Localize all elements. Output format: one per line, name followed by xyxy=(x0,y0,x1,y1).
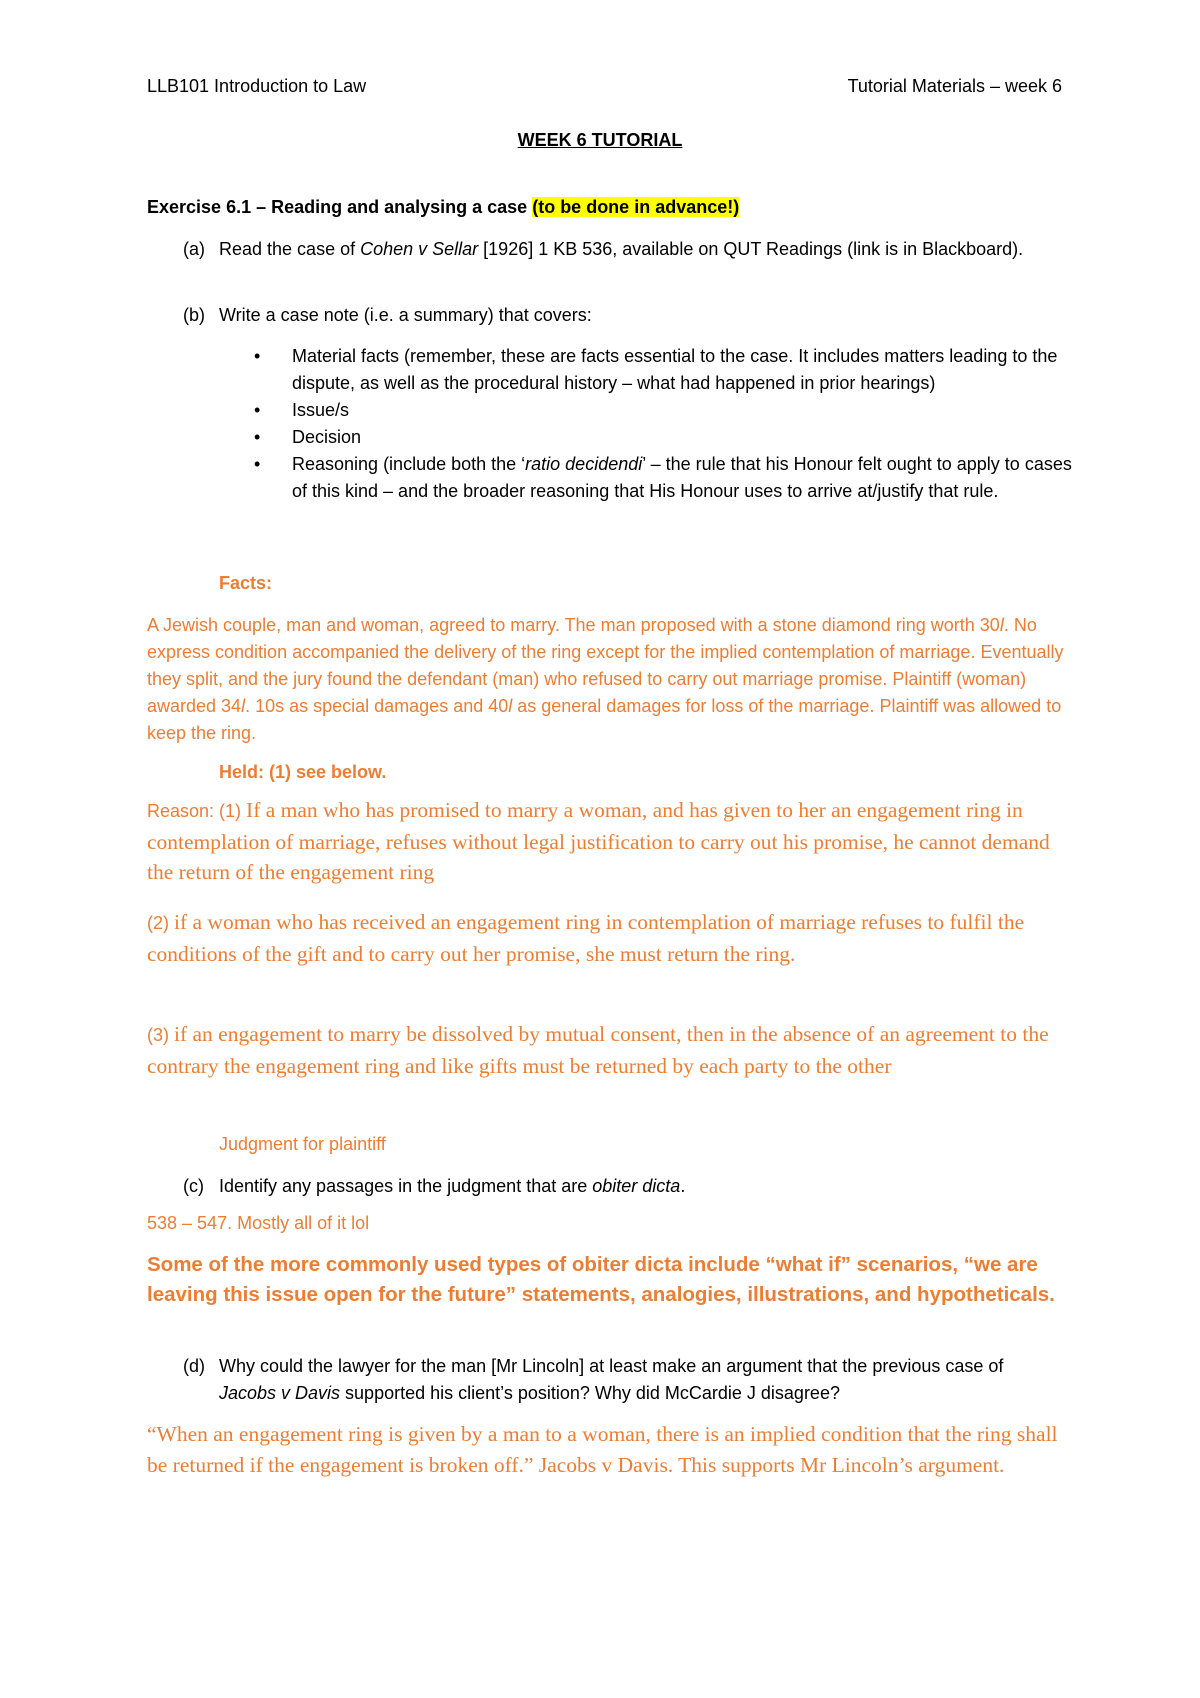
header-course: LLB101 Introduction to Law xyxy=(147,76,367,96)
question-d-case: Jacobs v Davis xyxy=(219,1383,341,1403)
bullet-reasoning-ratio: ratio decidendi xyxy=(525,454,643,474)
question-a xyxy=(183,236,1063,263)
facts-text-3: . 10s as special damages and 40 xyxy=(245,696,509,716)
question-b-text: Write a case note (i.e. a summary) that covers: xyxy=(219,305,592,325)
reason-2-number: (2) xyxy=(147,913,174,933)
question-d-label: (d) xyxy=(183,1356,205,1376)
answer-d-quote: “When an engagement ring is given by a man to a woman, there is an implied condition that the ring shall be returned if the engagement is broken off.” Jacobs v Davis. This supports Mr Lincoln’s argument. xyxy=(147,1422,1058,1477)
question-a-case: Cohen v Sellar xyxy=(360,239,479,259)
page-title: WEEK 6 TUTORIAL xyxy=(517,130,683,150)
answer-c-obiter: Some of the more commonly used types of obiter dicta include “what if” scenarios, “we are leaving this issue open for the future” statements, analogies, illustrations, and hypotheticals. xyxy=(147,1253,1055,1306)
bullet-reasoning xyxy=(254,451,1074,505)
facts-currency-2: l xyxy=(241,696,246,716)
question-c-pre: Identify any passages in the judgment that are xyxy=(219,1176,593,1196)
facts-text-1: A Jewish couple, man and woman, agreed to marry. The man proposed with a stone diamond ring worth 30 xyxy=(147,615,1000,635)
facts-text-2: . No express condition accompanied the delivery of the ring except for the implied contemplation of marriage. Eventually they split, and the jury found the defendant (man) who refused to carry out marriage promise. Plaintiff (woman) awarded 34 xyxy=(147,615,1064,716)
facts-label: Facts: xyxy=(219,573,273,593)
reason-label: Reason: (1) xyxy=(147,801,247,821)
bullet-issues xyxy=(254,397,1074,424)
bullet-issues-text: Issue/s xyxy=(292,400,350,420)
reason-3-text: if an engagement to marry be dissolved by mutual consent, then in the absence of an agreement to the contrary the engagement ring and like gifts must be returned by each party to the other xyxy=(147,1022,1049,1078)
reason-2 xyxy=(147,907,1067,969)
case-note-bullet-list xyxy=(254,343,1074,505)
question-d-post: supported his client’s position? Why did McCardie J disagree? xyxy=(340,1383,840,1403)
reason-1 xyxy=(147,795,1067,888)
reason-1-text: If a man who has promised to marry a woman, and has given to her an engagement ring in contemplation of marriage, refuses without legal justification to carry out his promise, he cannot demand the return of the engagement ring xyxy=(147,798,1050,884)
question-c-label: (c) xyxy=(183,1176,204,1196)
bullet-reasoning-pre: Reasoning (include both the ‘ xyxy=(292,454,526,474)
bullet-icon: • xyxy=(254,346,261,366)
bullet-icon: • xyxy=(254,454,261,474)
bullet-icon: • xyxy=(254,400,261,420)
bullet-decision xyxy=(254,424,1074,451)
exercise-heading-text: Exercise 6.1 – Reading and analysing a case xyxy=(147,197,533,217)
bullet-material-facts-text: Material facts (remember, these are facts essential to the case. It includes matters leading to the dispute, as well as the procedural history – what had happened in prior hearings) xyxy=(292,346,1058,393)
question-a-post: [1926] 1 KB 536, available on QUT Readings (link is in Blackboard). xyxy=(478,239,1024,259)
exercise-heading xyxy=(147,197,1067,218)
question-c-text xyxy=(219,1173,1063,1200)
held-label: Held: (1) see below. xyxy=(219,762,387,782)
question-d-pre: Why could the lawyer for the man [Mr Lincoln] at least make an argument that the previous case of xyxy=(219,1356,1004,1376)
reason-3 xyxy=(147,1019,1067,1081)
question-c xyxy=(183,1173,1063,1200)
facts-answer xyxy=(147,612,1067,747)
facts-currency-1: l xyxy=(999,615,1004,635)
question-d-text xyxy=(219,1353,1063,1407)
facts-currency-3: l xyxy=(508,696,513,716)
question-c-obiter: obiter dicta xyxy=(592,1176,681,1196)
question-b-label: (b) xyxy=(183,305,205,325)
answer-c-pages: 538 – 547. Mostly all of it lol xyxy=(147,1213,370,1233)
judgment-label: Judgment for plaintiff xyxy=(219,1134,386,1154)
bullet-material-facts xyxy=(254,343,1074,397)
question-c-post: . xyxy=(680,1176,686,1196)
reason-3-number: (3) xyxy=(147,1025,174,1045)
bullet-icon: • xyxy=(254,427,261,447)
bullet-decision-text: Decision xyxy=(292,427,362,447)
question-a-pre: Read the case of xyxy=(219,239,361,259)
facts-text-4: as general damages for loss of the marriage. Plaintiff was allowed to keep the ring. xyxy=(147,696,1062,743)
question-a-label: (a) xyxy=(183,239,205,259)
header-materials: Tutorial Materials – week 6 xyxy=(847,76,1062,96)
question-a-text xyxy=(219,236,1063,263)
question-d xyxy=(183,1353,1063,1407)
question-b xyxy=(183,302,1063,329)
exercise-highlight: (to be done in advance!) xyxy=(532,197,740,217)
reason-2-text: if a woman who has received an engagement ring in contemplation of marriage refuses to fulfil the conditions of the gift and to carry out her promise, she must return the ring. xyxy=(147,910,1025,966)
bullet-reasoning-post: ’ – the rule that his Honour felt ought to apply to cases of this kind – and the broader reasoning that His Honour uses to arrive at/justify that rule. xyxy=(292,454,1072,501)
